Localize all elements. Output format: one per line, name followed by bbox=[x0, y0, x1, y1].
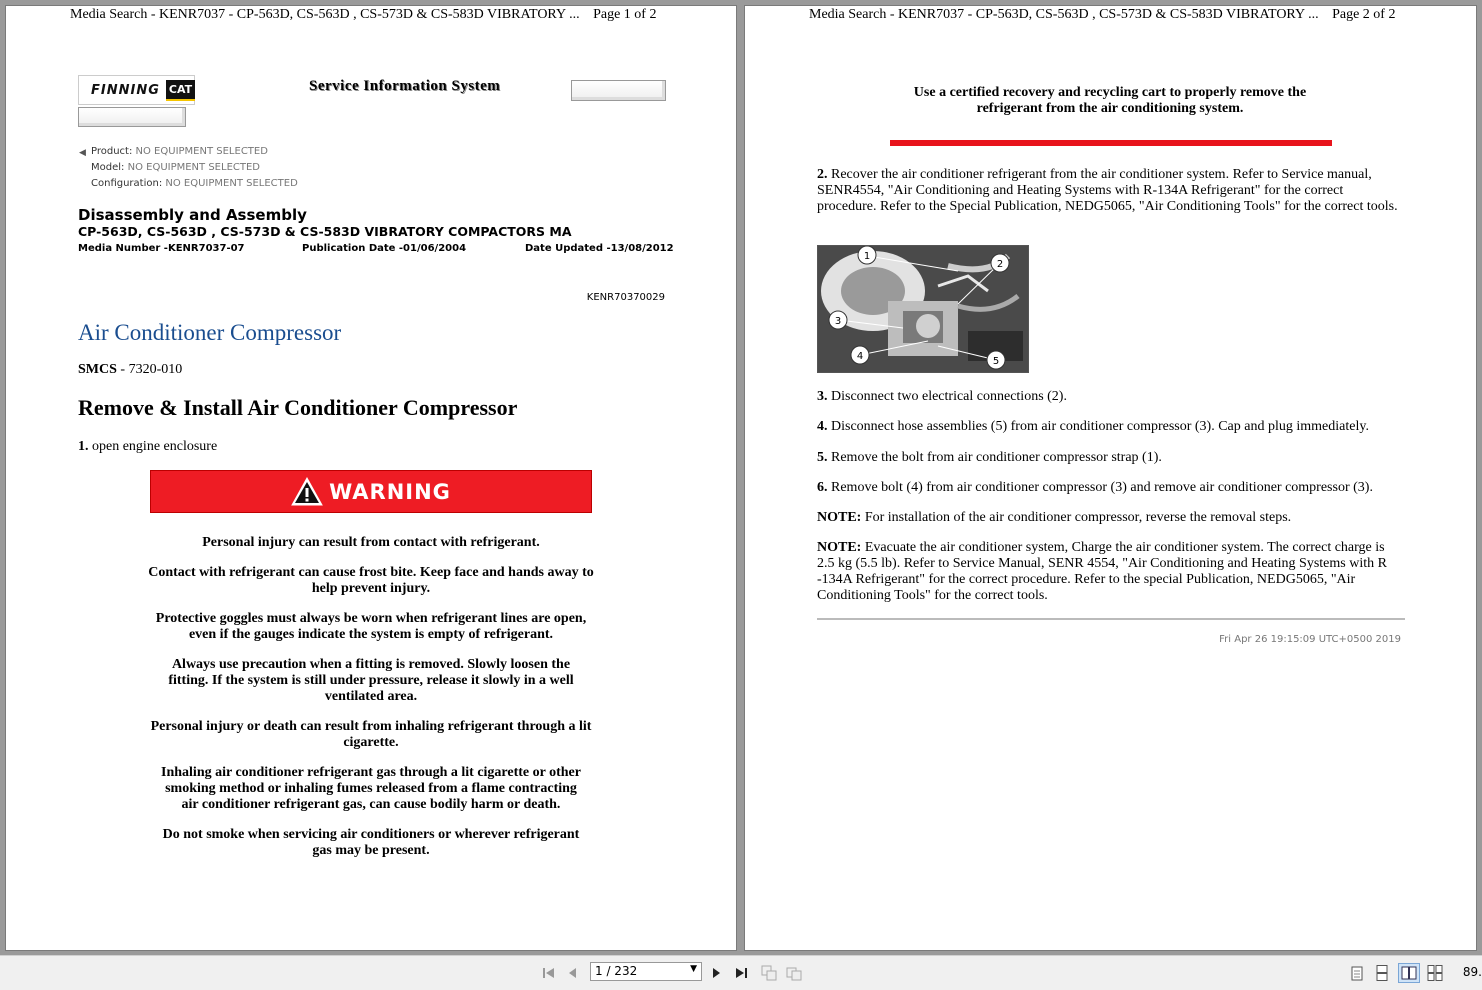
next-page-icon[interactable] bbox=[706, 963, 726, 983]
sis-title: Service Information System bbox=[309, 78, 501, 94]
cat-badge: CAT bbox=[166, 80, 195, 101]
product-value: NO EQUIPMENT SELECTED bbox=[135, 146, 268, 157]
zoom-level[interactable]: 89. bbox=[1462, 965, 1482, 979]
step-text: Disconnect two electrical connections (2). bbox=[827, 389, 1067, 404]
print-timestamp: Fri Apr 26 19:15:09 UTC+0500 2019 bbox=[1219, 634, 1401, 645]
product-row bbox=[91, 146, 268, 157]
logo-text: FINNING bbox=[91, 82, 160, 98]
nav-box-left[interactable] bbox=[78, 107, 186, 127]
document-page-2 bbox=[744, 5, 1477, 951]
single-page-view-icon[interactable] bbox=[1347, 963, 1367, 983]
two-page-view-icon[interactable] bbox=[1398, 963, 1420, 983]
certified-cart-notice: Use a certified recovery and recycling cart to properly remove the refrigerant from the air conditioning system. bbox=[913, 85, 1307, 116]
step-4 bbox=[817, 419, 1417, 435]
smcs-value: - 7320-010 bbox=[116, 362, 183, 377]
note-text: Evacuate the air conditioner system, Charge the air conditioner system. The correct charge is 2.5 kg (5.5 lb). Refer to Service Manual, SENR 4554, "Air Conditioning and Heating Systems with R -134A Refrigerant" for the correct procedure. Refer to the special Publication, NEDG5065, "Air Conditioning Tools" for the correct tools. bbox=[817, 540, 1387, 603]
paste-icon[interactable] bbox=[784, 963, 804, 983]
warning-line: Protective goggles must always be worn when refrigerant lines are open, even if the gauges indicate the system is empty of refrigerant. bbox=[155, 611, 587, 642]
smcs-line bbox=[78, 362, 182, 378]
note-2 bbox=[817, 540, 1403, 604]
callout-3: 3 bbox=[834, 316, 842, 327]
warning-line: Do not smoke when servicing air conditioners or wherever refrigerant gas may be present. bbox=[162, 827, 580, 858]
step-number: 5. bbox=[817, 450, 828, 465]
copy-icon[interactable] bbox=[759, 963, 779, 983]
warning-line: Personal injury can result from contact with refrigerant. bbox=[202, 535, 540, 550]
warning-label: WARNING bbox=[329, 479, 451, 504]
warning-line: Contact with refrigerant can cause frost bite. Keep face and hands away to help prevent injury. bbox=[148, 565, 594, 596]
product-label: Product: bbox=[91, 146, 133, 157]
smcs-label: SMCS bbox=[78, 362, 117, 377]
note-label: NOTE: bbox=[817, 540, 862, 555]
two-page-continuous-icon[interactable] bbox=[1425, 963, 1445, 983]
warning-line: Inhaling air conditioner refrigerant gas through a lit cigarette or other smoking method or inhaling fumes released from a flame contracting air conditioner refrigerant gas, can cause bodily harm or death. bbox=[161, 765, 581, 812]
doc-title: Disassembly and Assembly bbox=[78, 206, 307, 224]
nav-box-right[interactable] bbox=[571, 80, 666, 101]
media-number: Media Number -KENR7037-07 bbox=[78, 243, 245, 254]
step-number: 3. bbox=[817, 389, 828, 404]
callout-2: 2 bbox=[996, 259, 1004, 270]
step-number: 1. bbox=[78, 439, 89, 454]
step-text: Remove bolt (4) from air conditioner compressor (3) and remove air conditioner compressor (3). bbox=[827, 480, 1373, 495]
compressor-illustration bbox=[818, 246, 1028, 372]
step-5 bbox=[817, 450, 1403, 466]
note-1 bbox=[817, 510, 1403, 526]
finning-cat-logo bbox=[78, 75, 195, 105]
page-header bbox=[70, 7, 656, 23]
config-label: Configuration: bbox=[91, 178, 163, 189]
step-number: 6. bbox=[817, 480, 828, 495]
header-page-number: Page 2 of 2 bbox=[1332, 7, 1396, 22]
model-value: NO EQUIPMENT SELECTED bbox=[127, 162, 260, 173]
step-3 bbox=[817, 389, 1403, 405]
continuous-view-icon[interactable] bbox=[1372, 963, 1392, 983]
warning-line: Always use precaution when a fitting is removed. Slowly loosen the fitting. If the system is still under pressure, release it slowly in a well ventilated area. bbox=[168, 657, 574, 704]
step-text: Disconnect hose assemblies (5) from air conditioner compressor (3). Cap and plug immediately. bbox=[827, 419, 1369, 434]
first-page-icon[interactable] bbox=[539, 963, 559, 983]
config-value: NO EQUIPMENT SELECTED bbox=[165, 178, 298, 189]
step-1 bbox=[78, 439, 217, 455]
header-page-number: Page 1 of 2 bbox=[593, 7, 657, 22]
prev-page-icon[interactable] bbox=[563, 963, 583, 983]
warning-end-bar bbox=[890, 140, 1332, 146]
doc-subtitle: CP-563D, CS-563D , CS-573D & CS-583D VIBRATORY COMPACTORS MA bbox=[78, 224, 572, 239]
note-text: For installation of the air conditioner compressor, reverse the removal steps. bbox=[861, 510, 1292, 525]
collapse-arrow-icon[interactable]: ◀ bbox=[79, 147, 86, 157]
section-title: Air Conditioner Compressor bbox=[78, 320, 342, 345]
step-2 bbox=[817, 167, 1403, 215]
page-number-field[interactable] bbox=[590, 962, 702, 981]
note-label: NOTE: bbox=[817, 510, 862, 525]
step-text: Recover the air conditioner refrigerant from the air conditioner system. Refer to Service manual, SENR4554, "Air Conditioning and Heating Systems with R-134A Refrigerant" for the correct procedure. Refer to the Special Publication, NEDG5065, "Air Conditioning Tools" for the correct tools. bbox=[817, 167, 1398, 214]
compressor-photo bbox=[817, 245, 1029, 373]
model-label: Model: bbox=[91, 162, 125, 173]
warning-line: Personal injury or death can result from inhaling refrigerant through a lit cigarette. bbox=[150, 719, 592, 750]
step-text: Remove the bolt from air conditioner compressor strap (1). bbox=[827, 450, 1162, 465]
publication-date: Publication Date -01/06/2004 bbox=[302, 243, 467, 254]
step-6 bbox=[817, 480, 1417, 496]
step-number: 2. bbox=[817, 167, 828, 182]
document-page-1 bbox=[5, 5, 737, 951]
step-number: 4. bbox=[817, 419, 828, 434]
model-row bbox=[91, 162, 260, 173]
configuration-row bbox=[91, 178, 298, 189]
header-title: Media Search - KENR7037 - CP-563D, CS-563D , CS-573D & CS-583D VIBRATORY ... bbox=[809, 7, 1319, 22]
warning-banner bbox=[150, 470, 592, 513]
callout-1: 1 bbox=[863, 251, 871, 262]
warning-triangle-icon bbox=[291, 477, 323, 506]
pdf-viewer-toolbar bbox=[0, 955, 1482, 990]
callout-4: 4 bbox=[856, 351, 864, 362]
footer-divider bbox=[817, 618, 1405, 620]
chevron-down-icon[interactable]: ▼ bbox=[690, 964, 697, 974]
warning-text bbox=[148, 535, 594, 873]
header-title: Media Search - KENR7037 - CP-563D, CS-563D , CS-573D & CS-583D VIBRATORY ... bbox=[70, 7, 580, 22]
page-header bbox=[809, 7, 1395, 23]
date-updated: Date Updated -13/08/2012 bbox=[525, 243, 674, 254]
step-text: open engine enclosure bbox=[88, 439, 218, 454]
procedure-title: Remove & Install Air Conditioner Compressor bbox=[78, 395, 518, 420]
page-number-value: 1 / 232 bbox=[595, 964, 638, 978]
last-page-icon[interactable] bbox=[731, 963, 751, 983]
callout-5: 5 bbox=[992, 356, 1000, 367]
doc-id: KENR70370029 bbox=[586, 292, 665, 303]
